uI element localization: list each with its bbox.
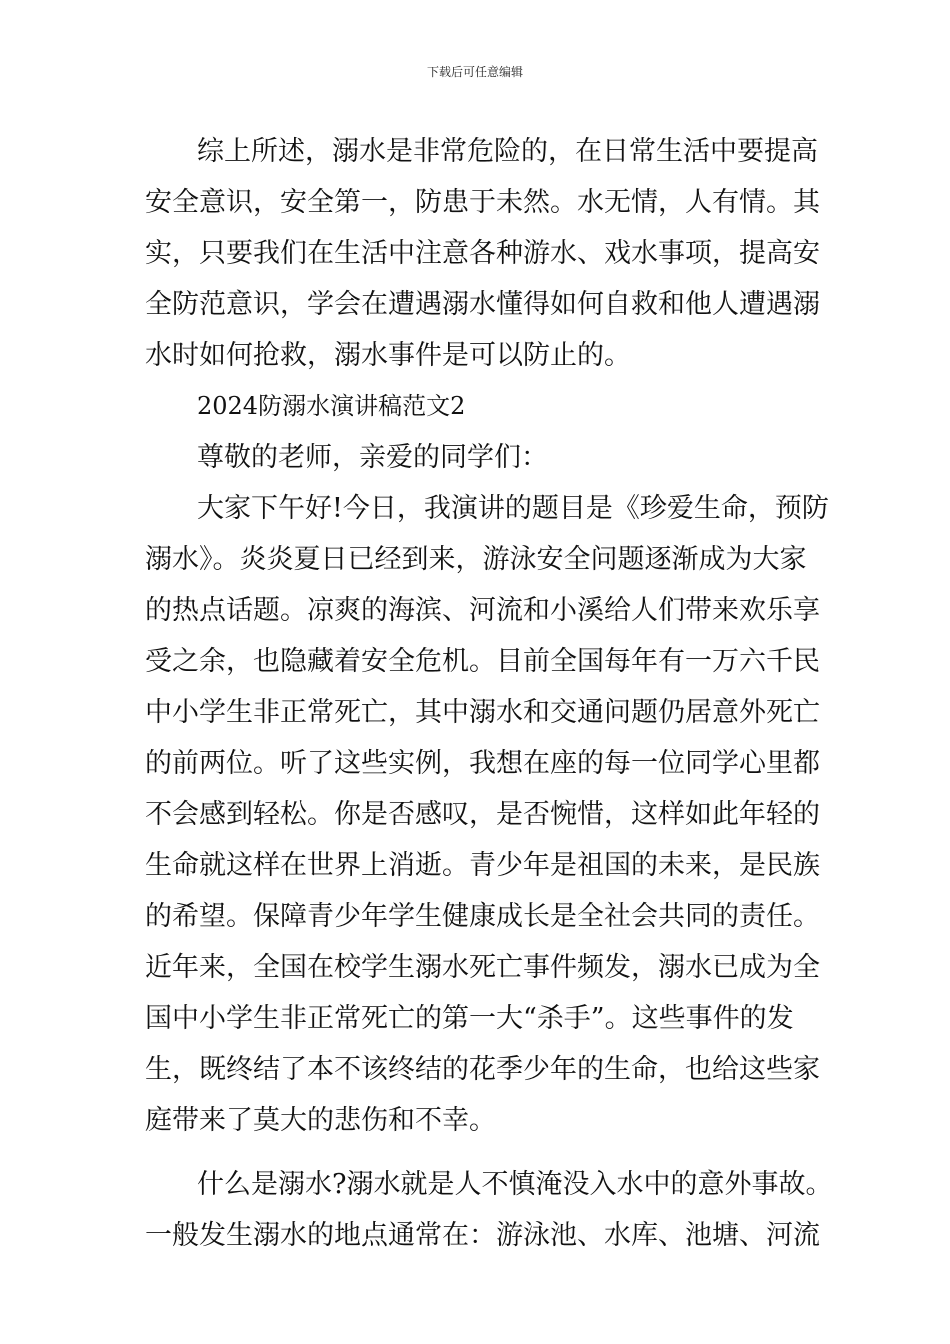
paragraph-line: 的希望。保障青少年学生健康成长是全社会共同的责任。 [145,901,820,932]
paragraph-line: 的前两位。听了这些实例，我想在座的每一位同学心里都 [145,748,820,779]
paragraph-line: 水时如何抢救，溺水事件是可以防止的。 [145,340,631,371]
salutation: 尊敬的老师，亲爱的同学们： [197,442,548,473]
page-header: 下载后可任意编辑 [426,65,523,79]
paragraph-spacer [145,1146,810,1159]
paragraph-line: 一般发生溺水的地点通常在：游泳池、水库、池塘、河流 [145,1220,820,1251]
paragraph-line: 溺水》。炎炎夏日已经到来，游泳安全问题逐渐成为大家 [145,544,807,575]
paragraph-line: 全防范意识，学会在遭遇溺水懂得如何自救和他人遭遇溺 [145,289,820,320]
paragraph-line: 生命就这样在世界上消逝。青少年是祖国的未来，是民族 [145,850,820,881]
section-heading: 2024防溺水演讲稿范文2 [197,392,466,420]
paragraph-line: 大家下午好!今日，我演讲的题目是《珍爱生命，预防 [197,493,829,524]
paragraph-line: 安全意识，安全第一，防患于未然。水无情，人有情。其 [145,187,820,218]
document-body [145,126,833,1261]
paragraph-line: 综上所述，溺水是非常危险的，在日常生活中要提高 [197,136,818,167]
paragraph-line: 的热点话题。凉爽的海滨、河流和小溪给人们带来欢乐享 [145,595,820,626]
paragraph-line: 生，既终结了本不该终结的花季少年的生命，也给这些家 [145,1054,820,1085]
paragraph-line: 中小学生非正常死亡，其中溺水和交通问题仍居意外死亡 [145,697,820,728]
paragraph-line: 国中小学生非正常死亡的第一大“杀手”。这些事件的发 [145,1003,794,1034]
paragraph-line: 受之余，也隐藏着安全危机。目前全国每年有一万六千民 [145,646,820,677]
paragraph-line: 什么是溺水?溺水就是人不慎淹没入水中的意外事故。 [197,1169,833,1200]
paragraph-line: 庭带来了莫大的悲伤和不幸。 [145,1105,496,1136]
paragraph-line: 不会感到轻松。你是否感叹，是否惋惜，这样如此年轻的 [145,799,820,830]
paragraph-line: 实，只要我们在生活中注意各种游水、戏水事项，提高安 [145,238,820,269]
paragraph-line: 近年来，全国在校学生溺水死亡事件频发，溺水已成为全 [145,952,820,983]
